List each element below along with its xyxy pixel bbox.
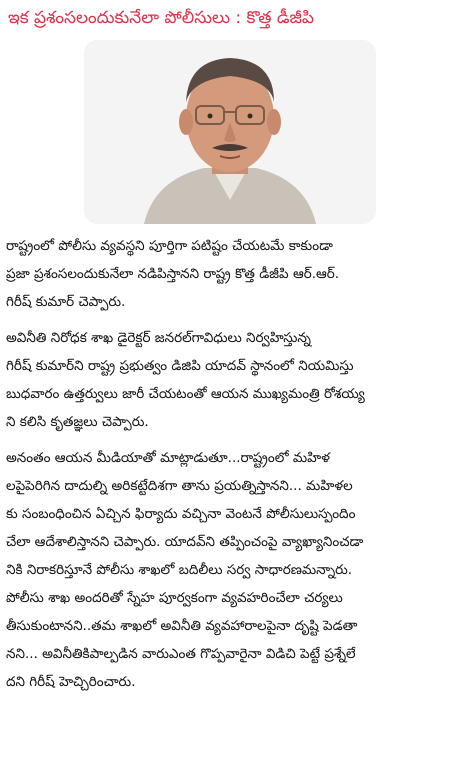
text-line: గిరీష్ కుమార్ చెప్పారు.: [6, 294, 126, 310]
paragraph-3: [6, 444, 442, 696]
text-line: కు సంబంధించిన ఏచ్చిన ఫిర్యాదు వచ్చినా వెంటనే పోలీసులుస్పందిం: [6, 506, 356, 522]
text-line: దని గిరీష్ హెచ్చిరించారు.: [6, 674, 136, 690]
text-line: నికి నిరాకరిస్తూనే పోలీసు శాఖలో బదిలీలు సర్వ సాధారణమన్నారు.: [6, 562, 353, 578]
portrait-photo: [84, 40, 376, 224]
paragraph-1: [6, 232, 442, 316]
text-line: రాష్ట్రంలో పోలీసు వ్యవస్థని పూర్తిగా పటిష్టం చేయటమే కాకుండా: [6, 238, 333, 254]
text-line: ని కలిసి కృతజ్ఞలు చెప్పారు.: [6, 414, 149, 430]
portrait-illustration: [84, 40, 376, 224]
text-line: చేలా ఆదేశాలిస్తానని చెప్పారు. యాదవ్‌ని తప్పించంపై వ్యాఖ్యానించడా: [6, 534, 364, 550]
text-line: ప్రజా ప్రశంసలందుకునేలా నడిపిస్తానని రాష్ట్ర కొత్త డీజీపి ఆర్.ఆర్.: [6, 266, 340, 282]
text-line: గిరీష్ కుమార్‌ని రాష్ట్ర ప్రభుత్వం డిజిపి యాదవ్ స్థానంలో నియమిస్తు: [6, 358, 354, 374]
text-line: అవినీతి నిరోధక శాఖ డైరెక్టర్ జనరల్‌గావిధులు నిర్వహిస్తున్న: [6, 330, 311, 346]
text-line: లపైపెరిగిన దాదుల్ని అరికట్టేదిశగా తాను ప్రయత్నిస్తానని... మహిళల: [6, 478, 353, 494]
text-line: తీసుకుంటానని..తమ శాఖలో అవినీతి వ్యవహారాలపైనా దృష్టి పెడతా: [6, 618, 358, 634]
text-line: పోలీసు శాఖ అందరితో స్నేహ పూర్వకంగా వ్యవహరించేలా చర్యలు: [6, 590, 343, 606]
text-line: నని... అవినీతికిపాల్పడిన వారుఎంత గొప్పవారైనా విడిచి పెట్టే ప్రశ్నేలే: [6, 646, 356, 662]
text-line: అనంతం ఆయన మీడియాతో మాట్లాడుతూ...రాష్ట్రంలో మహిళ: [6, 450, 330, 466]
headline: ఇక ప్రశంసలందుకునేలా పోలీసులు : కొత్త డీజీపి: [8, 8, 315, 28]
paragraph-2: [6, 324, 442, 436]
text-line: బుధవారం ఉత్తర్వులు జారీ చేయటంతో ఆయన ముఖ్యమంత్రి రోశయ్య: [6, 386, 365, 402]
article-body: [6, 232, 442, 696]
